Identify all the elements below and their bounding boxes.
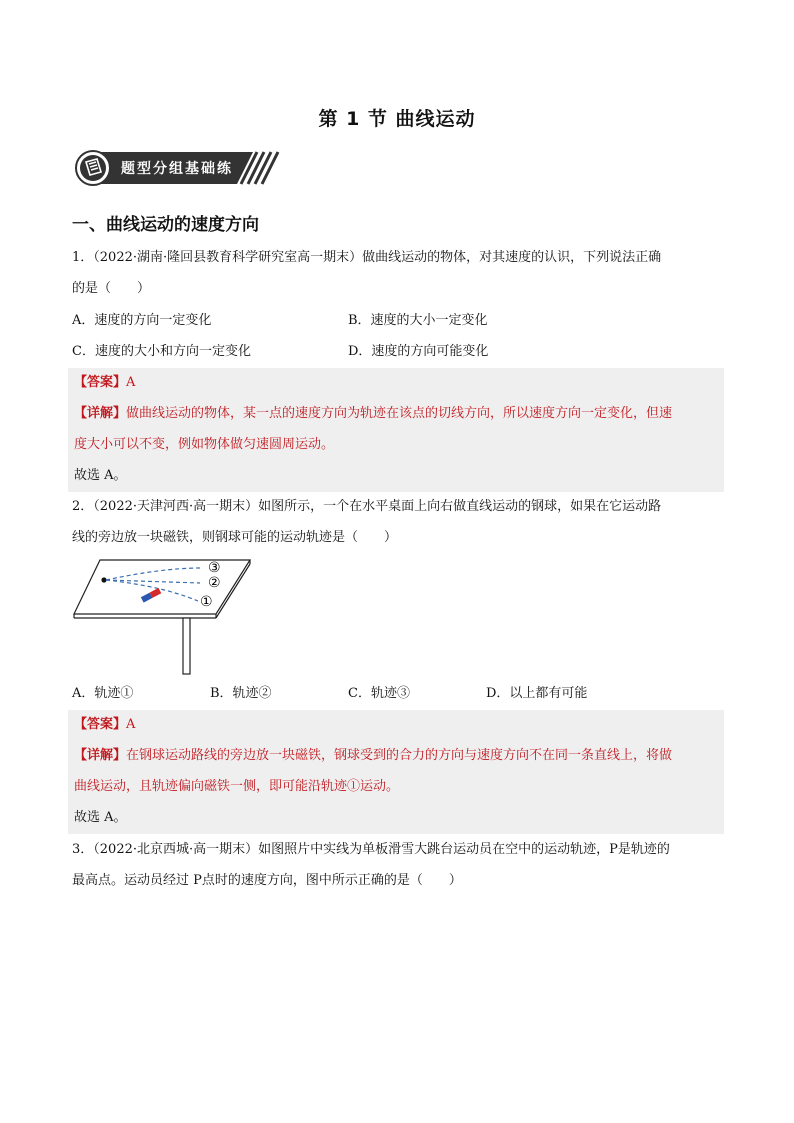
q1-detail-line1: 【详解】做曲线运动的物体，某一点的速度方向为轨迹在该点的切线方向，所以速度方向一定变化，但速 bbox=[74, 406, 673, 421]
answer-value: A bbox=[126, 717, 136, 732]
detail-label: 【详解】 bbox=[74, 748, 127, 763]
section-banner bbox=[75, 150, 285, 190]
trajectory-label-2: ② bbox=[208, 575, 221, 591]
q1-conclusion: 故选 A。 bbox=[74, 468, 127, 483]
q3-text-line2: 最高点。运动员经过 P点时的速度方向，图中所示正确的是（ ） bbox=[72, 873, 462, 888]
q2-answer-box bbox=[68, 710, 724, 834]
trajectory-label-1: ① bbox=[200, 594, 213, 610]
section-heading: 一、曲线运动的速度方向 bbox=[72, 215, 259, 235]
answer-label: 【答案】 bbox=[74, 375, 127, 390]
answer-value: A bbox=[126, 375, 136, 390]
q3-text-line1: 3．（2022·北京西城·高一期末）如图照片中实线为单板滑雪大跳台运动员在空中的运动轨迹，P是轨迹的 bbox=[72, 842, 670, 857]
q1-text-line1: 1．（2022·湖南·隆回县教育科学研究室高一期末）做曲线运动的物体，对其速度的认识，下列说法正确 bbox=[72, 250, 662, 265]
q2-text-line2: 线的旁边放一块磁铁，则钢球可能的运动轨迹是（ ） bbox=[72, 530, 398, 545]
q2-answer bbox=[74, 716, 135, 734]
q2-text-line1: 2．（2022·天津河西·高一期末）如图所示，一个在水平桌面上向右做直线运动的钢球，如果在它运动路 bbox=[72, 499, 662, 514]
page-title: 第 1 节 曲线运动 bbox=[318, 108, 476, 130]
q1-text-line2: 的是（ ） bbox=[72, 281, 151, 296]
q1-answer bbox=[74, 374, 135, 392]
q2-option-b: B．轨迹② bbox=[210, 686, 272, 701]
q1-option-d: D．速度的方向可能变化 bbox=[348, 344, 489, 359]
q1-option-c: C．速度的大小和方向一定变化 bbox=[72, 344, 251, 359]
q1-answer-box bbox=[68, 368, 724, 492]
q2-option-a: A．轨迹① bbox=[72, 686, 134, 701]
table-magnet-diagram bbox=[72, 556, 252, 676]
q2-figure bbox=[72, 556, 252, 680]
q1-option-b: B．速度的大小一定变化 bbox=[348, 313, 488, 328]
q2-option-d: D．以上都有可能 bbox=[486, 686, 588, 701]
q1-detail-line2: 度大小可以不变，例如物体做匀速圆周运动。 bbox=[74, 437, 335, 452]
banner-label: 题型分组基础练 bbox=[121, 161, 233, 177]
q2-detail-line2: 曲线运动，且轨迹偏向磁铁一侧，即可能沿轨迹①运动。 bbox=[74, 779, 400, 794]
q2-conclusion: 故选 A。 bbox=[74, 810, 127, 825]
q1-option-a: A．速度的方向一定变化 bbox=[72, 313, 212, 328]
q2-option-c: C．轨迹③ bbox=[348, 686, 410, 701]
trajectory-label-3: ③ bbox=[208, 560, 221, 576]
q2-detail-line1: 【详解】在钢球运动路线的旁边放一块磁铁，钢球受到的合力的方向与速度方向不在同一条直线上，将做 bbox=[74, 748, 673, 763]
answer-label: 【答案】 bbox=[74, 717, 127, 732]
detail-label: 【详解】 bbox=[74, 406, 127, 421]
